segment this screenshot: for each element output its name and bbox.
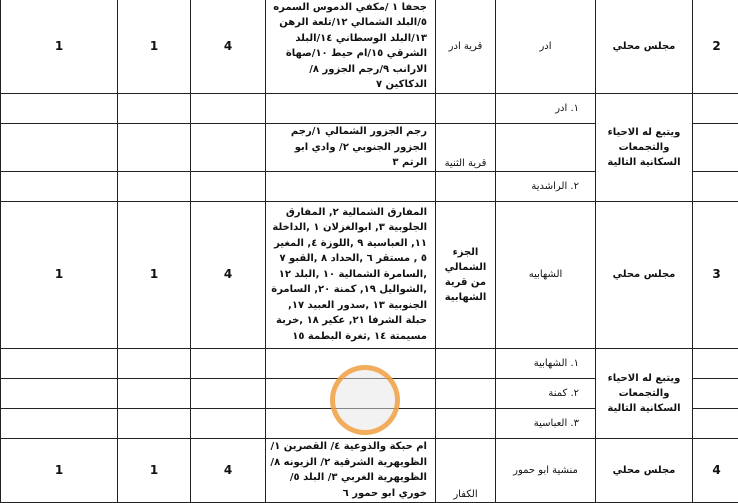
count-1: 4 [191, 201, 266, 348]
row-number: 3 [693, 201, 738, 348]
table-row [1, 201, 738, 348]
localities: ام حبكة والذوعية ٤/ القصرين ١/ الظويهرية الشرقية ٢/ الزيونه ٨/ الظويهرية الغربي ٣/ البلد ٥/ خوري ابو حمور ٦ [266, 438, 436, 502]
count-2: 1 [118, 0, 191, 94]
council-type: مجلس محلي [596, 201, 693, 348]
village-name: الجزء الشمالي من قرية الشهابية [436, 201, 496, 348]
council-type: مجلس محلي [596, 438, 693, 502]
count-3: 1 [1, 0, 118, 94]
sub-item: ٣. العباسية [496, 408, 596, 438]
count-3: 1 [1, 201, 118, 348]
area-name: الشهابيه [496, 201, 596, 348]
sub-item: ٢. الراشدية [496, 171, 596, 201]
sub-item: ١. الشهابية [496, 348, 596, 378]
table-row [1, 438, 738, 502]
village-name: الكفار [436, 438, 496, 502]
sub-item: ١. ادر [496, 94, 596, 124]
table-row [1, 0, 738, 94]
village-name: قرية الثنية [436, 124, 496, 172]
localities: جحفا ١ /مكفي الدموس السمره ٥/البلد الشمالي ١٢/تلعة الرهن ١٣/البلد الوسطاني ١٤/البلد الشرقي ١٥/ام حيط ١٠/صهاة الارانب ٩/رجم الجزور ٨/الدكاكين ٧ [266, 0, 436, 94]
sub-heading: ويتبع له الاحياء والتجمعات السكانية التالية [596, 94, 693, 202]
sub-heading: ويتبع له الاحياء والتجمعات السكانية التالية [596, 348, 693, 438]
count-1: 4 [191, 0, 266, 94]
count-1: 4 [191, 438, 266, 502]
village-name: قرية ادر [436, 0, 496, 94]
area-name: ادر [496, 0, 596, 94]
sub-item: ٢. كمنة [496, 378, 596, 408]
localities: المفارق الشمالية ٢, المفارق الجلوبية ٣, ابوالغزلان ١ ,الداخلة ١١, العباسية ٩ ,اللوزة ٤, المغير ٥ , مستقر ٦ ,الحداد ٨ ,القبو ٧ ,السامرة الشمالية ١٠ ,البلد ١٢ ,الشواليل ١٩, كمنة ٢٠, السامرة الجنوبية ١٣ ,سدور العبيد ١٧, حبلة الشرفا ٢١, عكير ١٨ ,خربة مسيمتة ١٤ ,ثغرة البطمة ١٥ [266, 201, 436, 348]
count-3: 1 [1, 438, 118, 502]
area-name: منشية ابو حمور [496, 438, 596, 502]
row-number: 4 [693, 438, 738, 502]
table-row [1, 94, 738, 124]
localities: رجم الجزور الشمالي ١/رجم الجزور الجنوبي ٢/ وادي ابو الرتم ٣ [266, 124, 436, 172]
council-type: مجلس محلي [596, 0, 693, 94]
count-2: 1 [118, 438, 191, 502]
count-2: 1 [118, 201, 191, 348]
row-number: 2 [693, 0, 738, 94]
clock-logo-watermark [330, 365, 400, 435]
